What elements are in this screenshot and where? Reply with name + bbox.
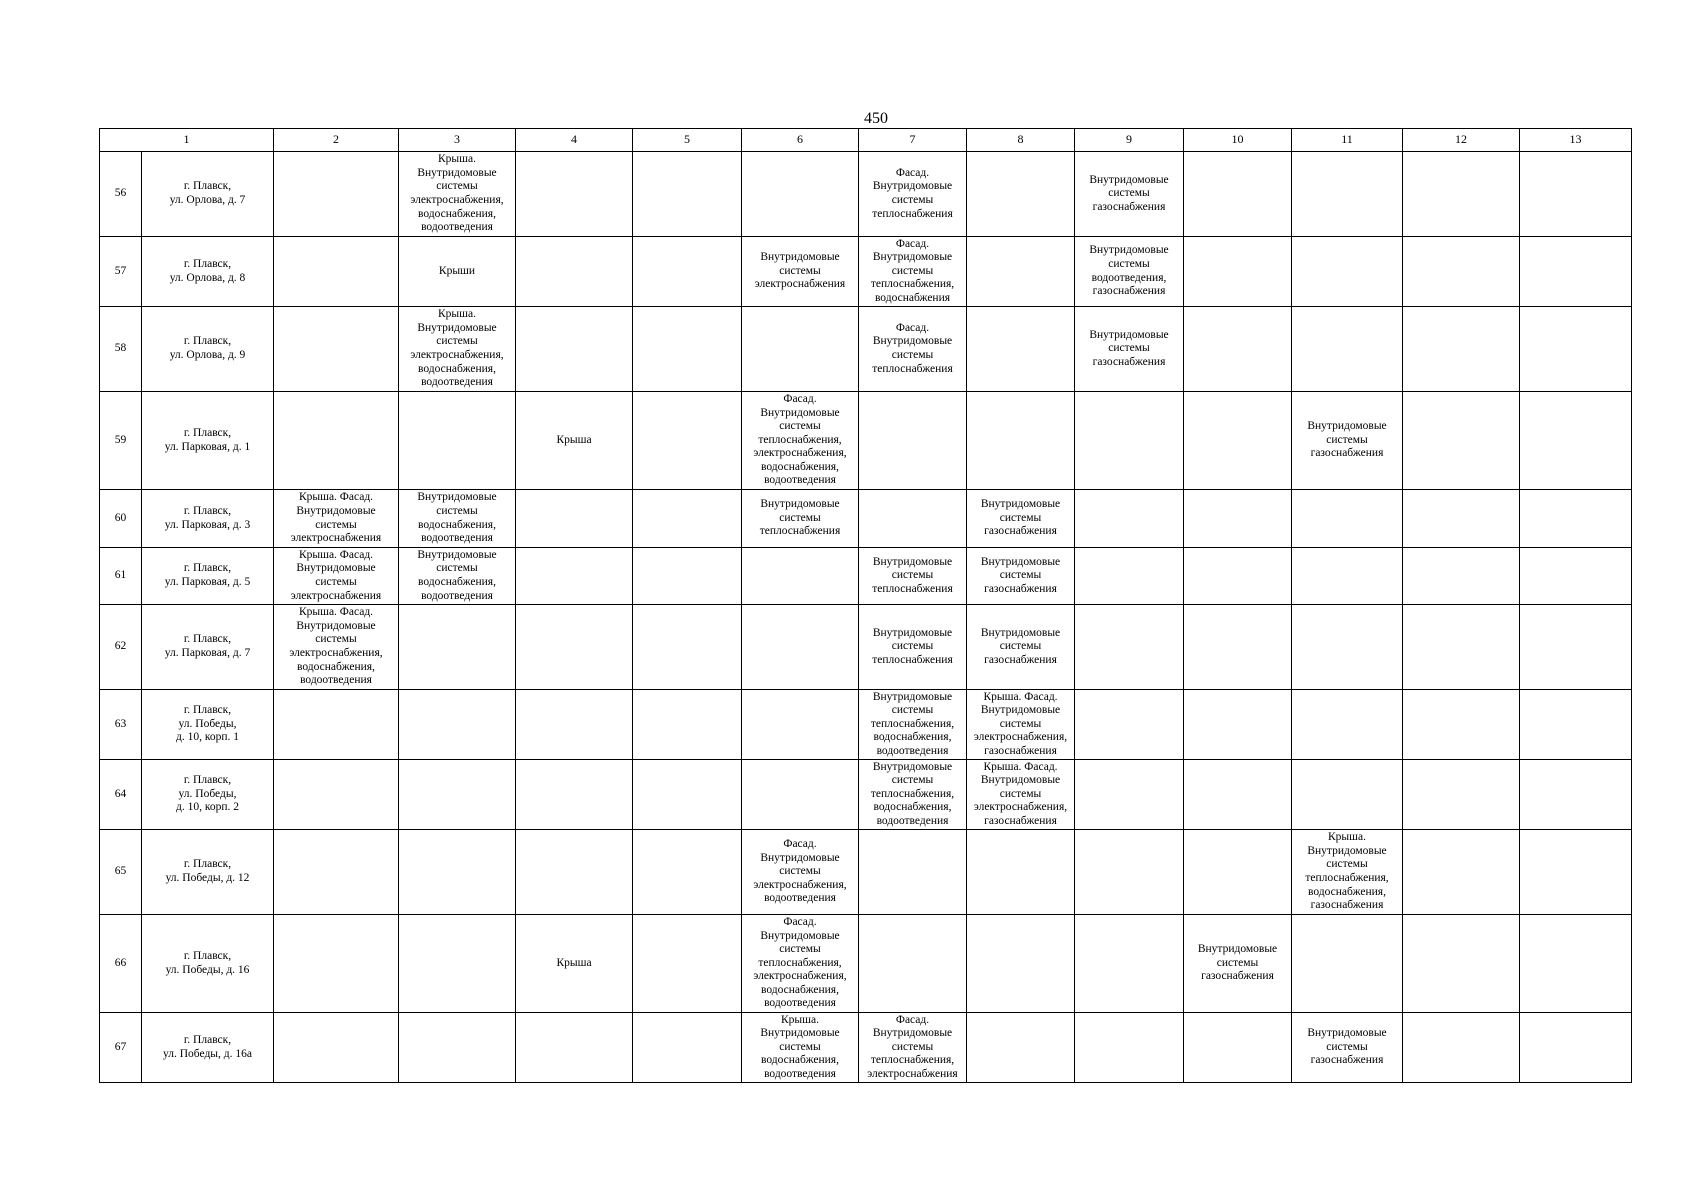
work-cell [1075, 690, 1184, 760]
work-cell [1520, 915, 1632, 1013]
work-cell [1184, 307, 1292, 392]
column-header: 9 [1075, 129, 1184, 152]
work-cell [1520, 605, 1632, 690]
address-cell: г. Плавск, ул. Победы, д. 16а [142, 1013, 274, 1083]
row-number: 64 [100, 760, 142, 830]
table-row [100, 307, 1632, 392]
work-cell [1520, 490, 1632, 548]
work-cell [967, 152, 1075, 237]
row-number: 67 [100, 1013, 142, 1083]
column-header: 3 [399, 129, 516, 152]
work-cell [633, 237, 742, 307]
work-cell [399, 760, 516, 830]
work-cell [516, 152, 633, 237]
table-row [100, 490, 1632, 548]
work-cell [1403, 548, 1520, 605]
work-cell [1184, 392, 1292, 490]
work-cell [516, 690, 633, 760]
work-cell: Фасад. Внутридомовые системы теплоснабжения [859, 307, 967, 392]
work-cell [1520, 152, 1632, 237]
work-cell: Крыша. Внутридомовые системы теплоснабжения, водоснабжения, газоснабжения [1292, 830, 1403, 915]
work-cell [1075, 605, 1184, 690]
work-cell: Фасад. Внутридомовые системы электроснабжения, водоотведения [742, 830, 859, 915]
work-cell [399, 1013, 516, 1083]
work-cell: Крыша [516, 915, 633, 1013]
work-cell [633, 830, 742, 915]
work-cell [1403, 152, 1520, 237]
work-cell [274, 237, 399, 307]
work-cell: Внутридомовые системы теплоснабжения, водоснабжения, водоотведения [859, 690, 967, 760]
work-cell [859, 392, 967, 490]
row-number: 62 [100, 605, 142, 690]
work-cell [967, 307, 1075, 392]
table-row [100, 690, 1632, 760]
row-number: 65 [100, 830, 142, 915]
table-row [100, 915, 1632, 1013]
work-cell: Внутридомовые системы газоснабжения [967, 605, 1075, 690]
work-cell [1520, 1013, 1632, 1083]
work-cell: Внутридомовые системы теплоснабжения [859, 605, 967, 690]
address-cell: г. Плавск, ул. Парковая, д. 5 [142, 548, 274, 605]
work-cell [516, 490, 633, 548]
work-cell [742, 760, 859, 830]
work-cell [1184, 830, 1292, 915]
work-cell: Внутридомовые системы газоснабжения [967, 548, 1075, 605]
work-cell [633, 690, 742, 760]
table-row [100, 830, 1632, 915]
address-cell: г. Плавск, ул. Парковая, д. 7 [142, 605, 274, 690]
work-cell [1403, 830, 1520, 915]
work-cell [1184, 1013, 1292, 1083]
work-cell [274, 690, 399, 760]
row-number: 59 [100, 392, 142, 490]
row-number: 66 [100, 915, 142, 1013]
work-cell [274, 1013, 399, 1083]
work-cell [1075, 392, 1184, 490]
work-cell [859, 490, 967, 548]
work-cell [1520, 237, 1632, 307]
work-cell: Фасад. Внутридомовые системы теплоснабжения, электроснабжения, водоснабжения, водоотведения [742, 392, 859, 490]
work-cell: Внутридомовые системы водоснабжения, водоотведения [399, 548, 516, 605]
work-cell [1403, 690, 1520, 760]
work-cell [1292, 490, 1403, 548]
work-cell: Внутридомовые системы газоснабжения [1075, 152, 1184, 237]
address-cell: г. Плавск, ул. Победы, д. 10, корп. 1 [142, 690, 274, 760]
work-cell [1292, 760, 1403, 830]
work-cell [1403, 307, 1520, 392]
row-number: 57 [100, 237, 142, 307]
work-cell [1403, 605, 1520, 690]
work-cell [633, 915, 742, 1013]
work-cell [1075, 548, 1184, 605]
address-cell: г. Плавск, ул. Орлова, д. 8 [142, 237, 274, 307]
work-cell [1184, 237, 1292, 307]
work-cell: Крыша. Внутридомовые системы электроснабжения, водоснабжения, водоотведения [399, 307, 516, 392]
work-cell [516, 237, 633, 307]
column-header: 13 [1520, 129, 1632, 152]
work-cell: Крыша. Фасад. Внутридомовые системы электроснабжения [274, 548, 399, 605]
work-cell [1403, 237, 1520, 307]
work-cell [1075, 490, 1184, 548]
work-cell [633, 307, 742, 392]
work-cell [967, 915, 1075, 1013]
work-cell [516, 760, 633, 830]
work-cell [274, 307, 399, 392]
address-cell: г. Плавск, ул. Победы, д. 12 [142, 830, 274, 915]
column-header: 6 [742, 129, 859, 152]
table-row [100, 152, 1632, 237]
work-cell [1184, 690, 1292, 760]
header-row [100, 129, 1632, 152]
row-number: 60 [100, 490, 142, 548]
work-cell: Внутридомовые системы теплоснабжения, водоснабжения, водоотведения [859, 760, 967, 830]
work-cell: Внутридомовые системы водоотведения, газоснабжения [1075, 237, 1184, 307]
work-cell [1292, 690, 1403, 760]
work-cell [1520, 690, 1632, 760]
work-cell [1292, 915, 1403, 1013]
work-cell [274, 760, 399, 830]
address-cell: г. Плавск, ул. Парковая, д. 1 [142, 392, 274, 490]
column-header: 1 [100, 129, 274, 152]
column-header: 4 [516, 129, 633, 152]
work-cell [516, 1013, 633, 1083]
work-cell [742, 548, 859, 605]
work-cell [274, 392, 399, 490]
work-cell [1075, 760, 1184, 830]
work-cell [1075, 915, 1184, 1013]
work-cell [1184, 605, 1292, 690]
work-cell [1292, 152, 1403, 237]
work-cell [967, 1013, 1075, 1083]
work-cell: Крыша. Внутридомовые системы водоснабжения, водоотведения [742, 1013, 859, 1083]
work-cell [399, 830, 516, 915]
work-cell [859, 915, 967, 1013]
work-cell [399, 392, 516, 490]
work-cell [633, 548, 742, 605]
work-cell [399, 690, 516, 760]
row-number: 61 [100, 548, 142, 605]
table-row [100, 237, 1632, 307]
row-number: 58 [100, 307, 142, 392]
work-cell: Внутридомовые системы газоснабжения [967, 490, 1075, 548]
column-header: 2 [274, 129, 399, 152]
work-cell [1403, 490, 1520, 548]
work-cell [274, 915, 399, 1013]
work-cell: Крыша. Фасад. Внутридомовые системы электроснабжения [274, 490, 399, 548]
work-cell: Фасад. Внутридомовые системы теплоснабжения [859, 152, 967, 237]
work-cell [399, 915, 516, 1013]
work-cell [1184, 152, 1292, 237]
work-cell: Внутридомовые системы газоснабжения [1184, 915, 1292, 1013]
work-cell: Внутридомовые системы газоснабжения [1292, 1013, 1403, 1083]
work-cell: Крыша. Фасад. Внутридомовые системы электроснабжения, газоснабжения [967, 760, 1075, 830]
work-cell [742, 152, 859, 237]
work-cell [633, 1013, 742, 1083]
work-cell: Внутридомовые системы теплоснабжения [859, 548, 967, 605]
work-cell: Фасад. Внутридомовые системы теплоснабжения, водоснабжения [859, 237, 967, 307]
work-cell [633, 605, 742, 690]
column-header: 5 [633, 129, 742, 152]
work-cell [633, 392, 742, 490]
work-cell [1184, 490, 1292, 548]
work-cell [1184, 548, 1292, 605]
column-header: 8 [967, 129, 1075, 152]
work-cell: Фасад. Внутридомовые системы теплоснабжения, электроснабжения [859, 1013, 967, 1083]
work-cell [1520, 307, 1632, 392]
work-cell [516, 605, 633, 690]
address-cell: г. Плавск, ул. Орлова, д. 7 [142, 152, 274, 237]
work-cell [742, 690, 859, 760]
work-cell [967, 830, 1075, 915]
work-cell: Крыша. Внутридомовые системы электроснабжения, водоснабжения, водоотведения [399, 152, 516, 237]
work-cell [633, 152, 742, 237]
work-cell [1292, 605, 1403, 690]
address-cell: г. Плавск, ул. Парковая, д. 3 [142, 490, 274, 548]
work-cell: Фасад. Внутридомовые системы теплоснабжения, электроснабжения, водоснабжения, водоотведения [742, 915, 859, 1013]
column-header: 10 [1184, 129, 1292, 152]
work-cell: Крыша. Фасад. Внутридомовые системы электроснабжения, водоснабжения, водоотведения [274, 605, 399, 690]
work-cell: Крыша. Фасад. Внутридомовые системы электроснабжения, газоснабжения [967, 690, 1075, 760]
row-number: 63 [100, 690, 142, 760]
work-cell [859, 830, 967, 915]
work-cell [1403, 392, 1520, 490]
work-cell: Крыши [399, 237, 516, 307]
work-cell: Внутридомовые системы электроснабжения [742, 237, 859, 307]
work-cell [1075, 1013, 1184, 1083]
column-header: 11 [1292, 129, 1403, 152]
work-cell [274, 152, 399, 237]
work-cell [1292, 548, 1403, 605]
address-cell: г. Плавск, ул. Победы, д. 10, корп. 2 [142, 760, 274, 830]
work-cell [1403, 1013, 1520, 1083]
work-cell [274, 830, 399, 915]
table-row [100, 760, 1632, 830]
repair-schedule-table [99, 128, 1632, 1083]
table-row [100, 392, 1632, 490]
work-cell [1520, 548, 1632, 605]
work-cell: Внутридомовые системы газоснабжения [1292, 392, 1403, 490]
work-cell [1520, 392, 1632, 490]
work-cell [1403, 760, 1520, 830]
work-cell [1184, 760, 1292, 830]
work-cell: Внутридомовые системы газоснабжения [1075, 307, 1184, 392]
work-cell [1292, 307, 1403, 392]
page-number: 450 [864, 110, 888, 127]
work-cell [967, 237, 1075, 307]
work-cell [633, 760, 742, 830]
work-cell [399, 605, 516, 690]
work-cell [1403, 915, 1520, 1013]
work-cell [1520, 830, 1632, 915]
row-number: 56 [100, 152, 142, 237]
table-row [100, 1013, 1632, 1083]
table-row [100, 605, 1632, 690]
work-cell [516, 548, 633, 605]
work-cell [516, 830, 633, 915]
work-cell: Крыша [516, 392, 633, 490]
work-cell [1520, 760, 1632, 830]
work-cell [742, 307, 859, 392]
column-header: 7 [859, 129, 967, 152]
work-cell: Внутридомовые системы теплоснабжения [742, 490, 859, 548]
address-cell: г. Плавск, ул. Орлова, д. 9 [142, 307, 274, 392]
work-cell [1292, 237, 1403, 307]
address-cell: г. Плавск, ул. Победы, д. 16 [142, 915, 274, 1013]
work-cell: Внутридомовые системы водоснабжения, водоотведения [399, 490, 516, 548]
work-cell [633, 490, 742, 548]
column-header: 12 [1403, 129, 1520, 152]
work-cell [967, 392, 1075, 490]
work-cell [516, 307, 633, 392]
work-cell [1075, 830, 1184, 915]
table-row [100, 548, 1632, 605]
work-cell [742, 605, 859, 690]
